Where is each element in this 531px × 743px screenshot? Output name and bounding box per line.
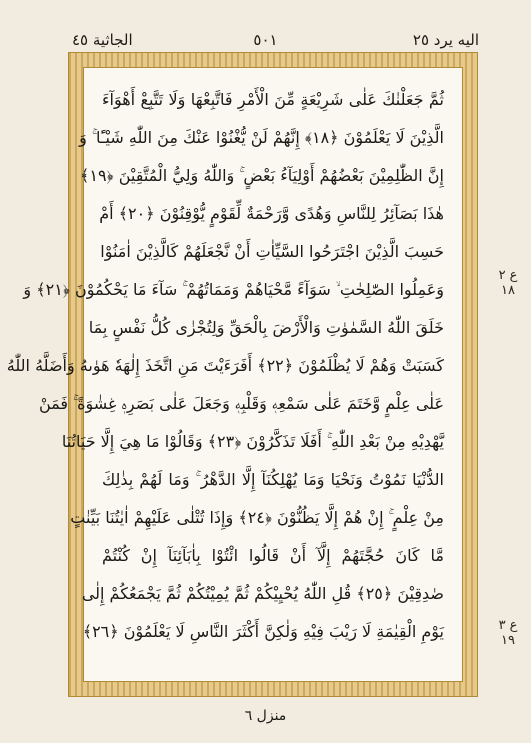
- page-header: [0, 30, 531, 52]
- text-line: صٰدِقِيْنَ ﴿٢٥﴾ قُلِ اللّٰهُ يُحْيِيْكُمْ ثُمَّ يُمِيْتُكُمْ ثُمَّ يَجْمَعُكُمْ إِلٰى: [81, 584, 444, 603]
- text-line: الَّذِيْنَ لَا يَعْلَمُوْنَ ﴿١٨﴾ إِنَّهُمْ لَنْ يُّغْنُوْا عَنْكَ مِنَ اللّٰهِ شَيْـًٔا ۚ وَ: [79, 128, 444, 147]
- ornamental-border: [6, 52, 478, 697]
- juz-name: اليه يرد ٢٥: [412, 31, 479, 49]
- text-line: حَسِبَ الَّذِيْنَ اجْتَرَحُوا السَّيِّاٰتِ أَنْ نَّجْعَلَهُمْ كَالَّذِيْنَ اٰمَنُوْا: [100, 242, 444, 261]
- text-line: خَلَقَ اللّٰهُ السَّمٰوٰتِ وَالْأَرْضَ بِالْحَقِّ وَلِتُجْزٰى كُلُّ نَفْسٍ بِمَا: [88, 318, 444, 337]
- text-line: مِنْ عِلْمٍ ۚ إِنْ هُمْ إِلَّا يَظُنُّوْنَ ﴿٢٤﴾ وَإِذَا تُتْلٰى عَلَيْهِمْ اٰيٰتُنَا بَيِّنٰتٍ: [70, 508, 444, 527]
- manzil-footer: منزل ٦: [244, 708, 287, 724]
- text-line: كَسَبَتْ وَهُمْ لَا يُظْلَمُوْنَ ﴿٢٢﴾ أَفَرَءَيْتَ مَنِ اتَّخَذَ إِلٰهَهٗ هَوٰىهُ وَأَضَلَّهُ اللّٰهُ: [6, 356, 444, 375]
- ruku-marker: ع ٢ ١٨: [498, 268, 518, 298]
- text-line: إِنَّ الظّٰلِمِيْنَ بَعْضُهُمْ أَوْلِيَآءُ بَعْضٍ ۚ وَاللّٰهُ وَلِيُّ الْمُتَّقِيْنَ ﴿١٩﴾: [79, 166, 444, 185]
- text-line: يَّهْدِيْهِ مِنْ بَعْدِ اللّٰهِ ۚ أَفَلَا تَذَكَّرُوْنَ ﴿٢٣﴾ وَقَالُوْا مَا هِيَ إِلَّا حَيَاتُنَا: [61, 432, 444, 451]
- page-number: ٥٠١: [253, 31, 278, 49]
- text-line: وَعَمِلُوا الصّٰلِحٰتِ ۙ سَوَآءً مَّحْيَاهُمْ وَمَمَاتُهُمْ ۚ سَآءَ مَا يَحْكُمُوْنَ ﴿٢١﴾ وَ: [23, 280, 444, 299]
- text-line: هٰذَا بَصَآئِرُ لِلنَّاسِ وَهُدًى وَّرَحْمَةٌ لِّقَوْمٍ يُّوْقِنُوْنَ ﴿٢٠﴾ أَمْ: [99, 204, 444, 223]
- surah-name: الجاثية ٤٥: [72, 31, 133, 49]
- text-line: مَّا كَانَ حُجَّتَهُمْ إِلَّآ أَنْ قَالُوا ائْتُوْا بِاٰبَآئِنَآ إِنْ كُنْتُمْ: [102, 546, 444, 565]
- verse-lines: [6, 90, 444, 660]
- text-panel: [6, 67, 463, 682]
- text-line: عَلٰى عِلْمٍ وَّخَتَمَ عَلٰى سَمْعِهٖ وَقَلْبِهٖ وَجَعَلَ عَلٰى بَصَرِهٖ غِشٰوَةً ۚ فَمَنْ: [38, 394, 444, 413]
- text-line: يَوْمِ الْقِيٰمَةِ لَا رَيْبَ فِيْهِ وَلٰكِنَّ أَكْثَرَ النَّاسِ لَا يَعْلَمُوْنَ ﴿٢٦﴾: [82, 622, 444, 641]
- ruku-marker: ع ٣ ١٩: [498, 618, 518, 648]
- text-line: ثُمَّ جَعَلْنٰكَ عَلٰى شَرِيْعَةٍ مِّنَ الْأَمْرِ فَاتَّبِعْهَا وَلَا تَتَّبِعْ أَهْوَآءَ: [102, 90, 444, 109]
- text-line: الدُّنْيَا نَمُوْتُ وَنَحْيَا وَمَا يُهْلِكُنَآ إِلَّا الدَّهْرُ ۚ وَمَا لَهُمْ بِذٰلِكَ: [102, 470, 444, 489]
